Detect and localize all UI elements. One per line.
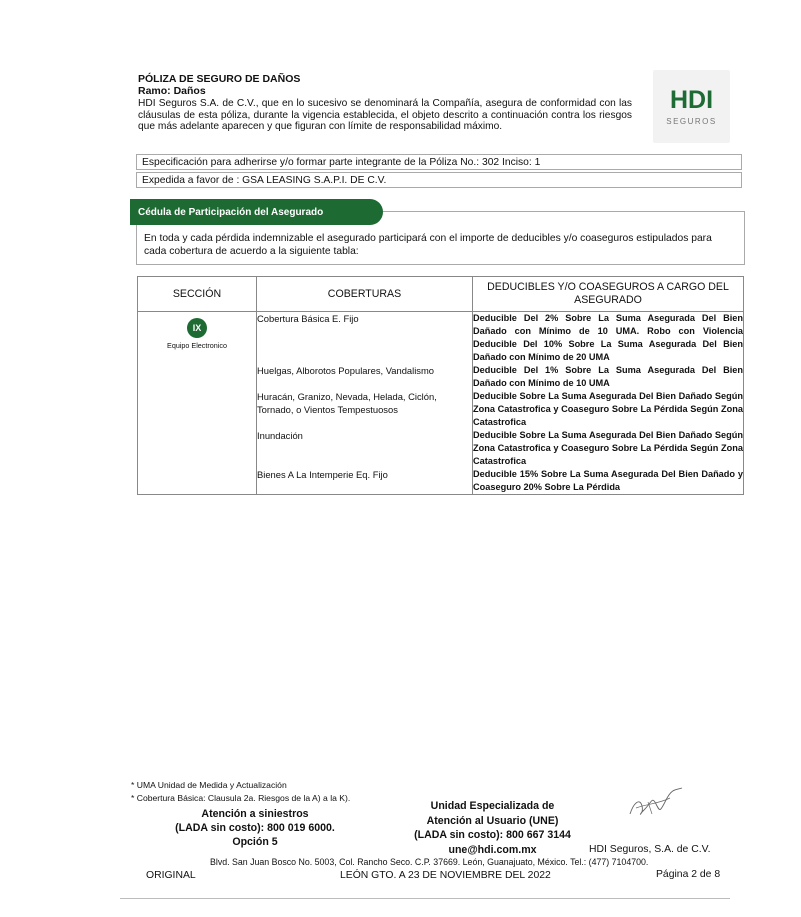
coberturas-list: [257, 312, 472, 494]
deducibles-cell: [473, 312, 744, 495]
uma-note: * UMA Unidad de Medida y Actualización: [131, 780, 287, 790]
cobertura-item: Cobertura Básica E. Fijo: [257, 313, 359, 324]
header-seccion: SECCIÓN: [138, 277, 257, 312]
deducible-item: Deducible Sobre La Suma Asegurada Del Bien Dañado Según Zona Catastrofica y Coaseguro Sobre La Pérdida Según Zona Catastrofica: [473, 430, 743, 466]
une-contact: [405, 799, 580, 857]
logo-brand: HDI: [669, 86, 714, 114]
deducible-item: Deducible Del 1% Sobre La Suma Asegurada Del Bien Dañado con Mínimo de 10 UMA: [473, 365, 743, 388]
cedula-text: En toda y cada pérdida indemnizable el asegurado participará con el importe de deducibles y/o coaseguros estipulados para cada cobertura de acuerdo a la siguiente tabla:: [144, 233, 712, 257]
hdi-logo: [653, 70, 730, 143]
cobertura-note: * Cobertura Básica: Clausula 2a. Riesgos de la A) a la K).: [131, 793, 351, 803]
coverage-table: [137, 276, 744, 495]
header-coberturas: COBERTURAS: [257, 277, 473, 312]
coberturas-cell: [257, 312, 473, 495]
page-number: Página 2 de 8: [656, 869, 721, 880]
siniestros-line: Opción 5: [232, 836, 278, 848]
header-deducibles: DEDUCIBLES Y/O COASEGUROS A CARGO DEL ASEGURADO: [473, 277, 744, 312]
cobertura-item: Inundación: [257, 430, 303, 441]
company-name: HDI Seguros, S.A. de C.V.: [589, 844, 711, 855]
original-label: ORIGINAL: [146, 870, 196, 881]
footer-divider: [120, 898, 730, 899]
cobertura-item: Huelgas, Alborotos Populares, Vandalismo: [257, 365, 435, 376]
signature-icon: [622, 784, 686, 822]
seccion-badge: IX: [187, 318, 207, 338]
cedula-title: Cédula de Participación del Asegurado: [130, 199, 383, 225]
cobertura-item: Huracán, Granizo, Nevada, Helada, Ciclón, Tornado, o Vientos Tempestuosos: [257, 391, 437, 415]
logo-subtitle: SEGUROS: [666, 117, 717, 126]
expedida-row: Expedida a favor de : GSA LEASING S.A.P.I. DE C.V.: [136, 172, 742, 188]
company-address: Blvd. San Juan Bosco No. 5003, Col. Rancho Seco. C.P. 37669. León, Guanajuato, México. Tel.: (477) 7104700.: [210, 857, 649, 867]
seccion-name: Equipo Electronico: [167, 341, 227, 350]
cobertura-item: Bienes A La Intemperie Eq. Fijo: [257, 469, 388, 480]
siniestros-line: Atención a siniestros: [201, 808, 309, 820]
seccion-cell: [138, 312, 257, 495]
une-line: (LADA sin costo): 800 667 3144: [414, 829, 571, 841]
deducible-item: Deducible Sobre La Suma Asegurada Del Bien Dañado Según Zona Catastrofica y Coaseguro Sobre La Pérdida Según Zona Catastrofica: [473, 391, 743, 427]
policy-title: PÓLIZA DE SEGURO DE DAÑOS: [138, 73, 301, 85]
siniestros-line: (LADA sin costo): 800 019 6000.: [175, 822, 335, 834]
deducibles-list: [473, 312, 743, 494]
deducible-item: Deducible Del 2% Sobre La Suma Asegurada Del Bien Dañado con Mínimo de 10 UMA. Robo con Violencia Deducible Del 10% Sobre La Suma Asegurada Del Bien Dañado con Mínimo de 20 UMA: [473, 313, 743, 362]
intro-paragraph: HDI Seguros S.A. de C.V., que en lo sucesivo se denominará la Compañía, asegura de conformidad con las cláusulas de esta póliza, durante la vigencia establecida, el objeto descrito a continuación contra los riesgos que más adelante aparecen y que figuran con límite de responsabilidad máximo.: [138, 98, 632, 132]
deducible-item: Deducible 15% Sobre La Suma Asegurada Del Bien Dañado y Coaseguro 20% Sobre La Pérdida: [473, 469, 743, 492]
siniestros-contact: [160, 807, 350, 849]
une-email[interactable]: une@hdi.com.mx: [448, 843, 537, 856]
especificacion-row: Especificación para adherirse y/o formar parte integrante de la Póliza No.: 302 Inciso: 1: [136, 154, 742, 170]
une-line: Atención al Usuario (UNE): [426, 814, 559, 827]
place-date: LEÓN GTO. A 23 DE NOVIEMBRE DEL 2022: [340, 870, 551, 881]
une-line: Unidad Especializada de: [430, 800, 555, 812]
ramo-label: Ramo: Daños: [138, 85, 206, 97]
